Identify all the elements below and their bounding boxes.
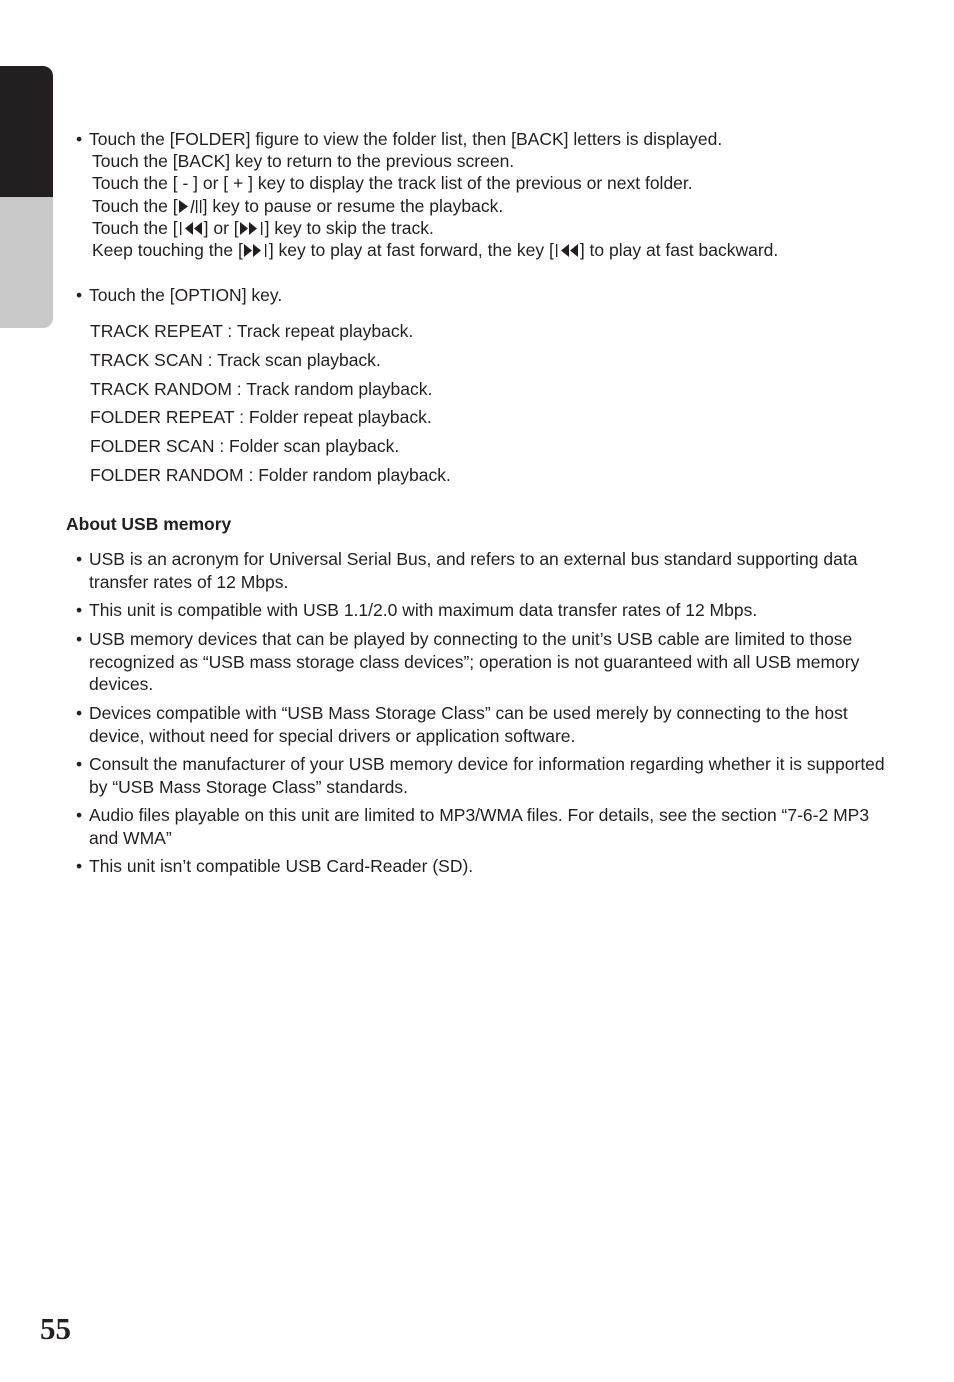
bullet: • <box>76 703 83 723</box>
usb-bullet-text: Audio files playable on this unit are limited to MP3/WMA files. For details, see the section “7-6-2 MP3 and WMA” <box>89 805 870 848</box>
bullet: • <box>76 856 83 876</box>
text: ] or [ <box>203 218 239 238</box>
text: ] key to skip the track. <box>264 218 434 238</box>
usb-bullet-text: USB is an acronym for Universal Serial Bus, and refers to an external bus standard supporting data transfer rates of 12 Mbps. <box>89 549 858 592</box>
usb-bullet-text: This unit isn’t compatible USB Card-Reader (SD). <box>89 856 474 876</box>
bullet: • <box>76 600 83 620</box>
bullet: • <box>76 754 83 774</box>
folder-line-4 <box>92 195 503 219</box>
next-track-icon <box>243 241 269 263</box>
previous-track-icon <box>178 219 204 241</box>
option-item: TRACK SCAN : Track scan playback. <box>90 350 381 370</box>
next-track-icon <box>239 219 265 241</box>
usb-bullet-text: This unit is compatible with USB 1.1/2.0 with maximum data transfer rates of 12 Mbps. <box>89 600 758 620</box>
text: ] key to pause or resume the playback. <box>202 196 504 216</box>
text: Keep touching the [ <box>92 240 243 260</box>
bullet: • <box>76 805 83 825</box>
text: Touch the [ <box>92 218 178 238</box>
bullet: • <box>76 285 83 305</box>
page-number: 55 <box>40 1311 71 1346</box>
previous-track-icon <box>554 241 580 263</box>
chapter-tab-dark <box>0 66 53 197</box>
folder-line-5 <box>92 217 434 241</box>
play-pause-icon <box>178 197 203 219</box>
usb-bullet-text: USB memory devices that can be played by connecting to the unit’s USB cable are limited to those recognized as “USB mass storage class devices”; operation is not guaranteed with all USB memory devices. <box>89 629 860 695</box>
section-heading: About USB memory <box>66 514 232 534</box>
folder-line-2: Touch the [BACK] key to return to the previous screen. <box>92 151 515 171</box>
option-item: FOLDER RANDOM : Folder random playback. <box>90 465 451 485</box>
bullet: • <box>76 129 83 149</box>
text: ] to play at fast backward. <box>579 240 779 260</box>
folder-line-1: Touch the [FOLDER] figure to view the folder list, then [BACK] letters is displayed. <box>89 129 723 149</box>
text: Touch the [ <box>92 196 178 216</box>
folder-line-6 <box>92 239 778 263</box>
folder-line-3: Touch the [ - ] or [ + ] key to display the track list of the previous or next folder. <box>92 173 693 193</box>
usb-bullet-text: Consult the manufacturer of your USB memory device for information regarding whether it is supported by “USB Mass Storage Class” standards. <box>89 754 885 797</box>
bullet: • <box>76 549 83 569</box>
option-item: TRACK RANDOM : Track random playback. <box>90 379 433 399</box>
option-item: TRACK REPEAT : Track repeat playback. <box>90 321 414 341</box>
text: ] key to play at fast forward, the key [ <box>268 240 554 260</box>
usb-bullet-text: Devices compatible with “USB Mass Storage Class” can be used merely by connecting to the host device, without need for special drivers or application software. <box>89 703 848 746</box>
option-item: FOLDER SCAN : Folder scan playback. <box>90 436 400 456</box>
option-item: FOLDER REPEAT : Folder repeat playback. <box>90 407 432 427</box>
chapter-tab-light <box>0 197 53 328</box>
bullet: • <box>76 629 83 649</box>
option-intro: Touch the [OPTION] key. <box>89 285 283 305</box>
